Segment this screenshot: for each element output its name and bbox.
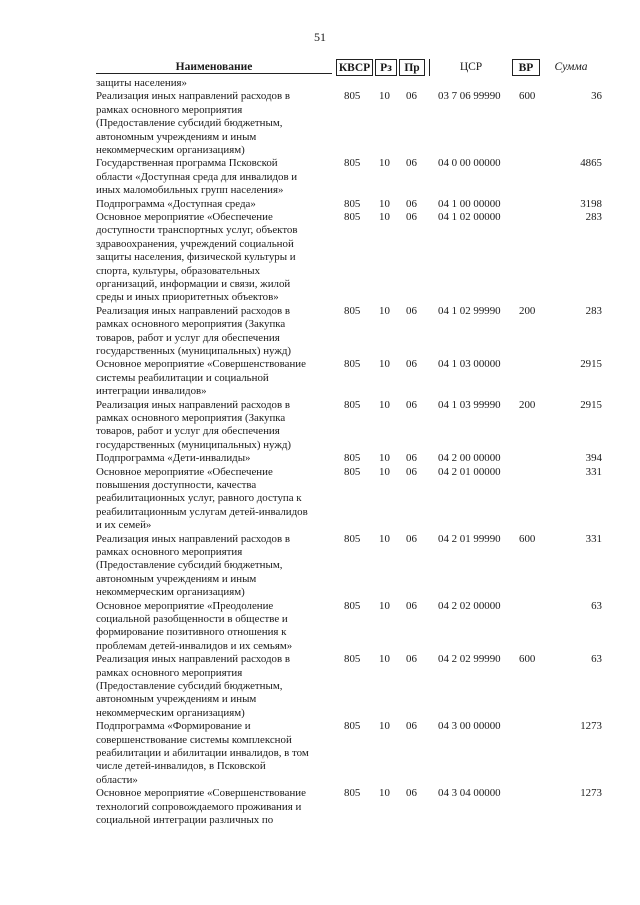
row-pr: 06 [406,398,417,411]
row-rz: 10 [379,532,390,545]
row-kvsr: 805 [344,787,361,800]
row-sum: 4865 [580,157,602,170]
row-rz: 10 [379,304,390,317]
row-sum: 331 [585,465,602,478]
row-name: Реализация иных направлений расходов в рамках основного мероприятия (Закупка товаров, работ и услуг для обеспечения государственных (муниципальных) нужд) [96,398,292,451]
row-name: Государственная программа Псковской области «Доступная среда для инвалидов и иных маломобильных групп населения» [96,157,298,197]
row-csr: 03 7 06 99990 [438,90,501,103]
row-name: Основное мероприятие «Обеспечение повышения доступности, качества реабилитационных услуг, равного доступа к реабилитационным услугам детей-инвалидов и их семей» [96,465,308,532]
row-csr: 04 1 00 00000 [438,197,501,210]
row-kvsr: 805 [344,720,361,733]
row-name: Основное мероприятие «Обеспечение доступности транспортных услуг, объектов здравоохранения, учреждений социальной защиты населения, физической культуры и спорта, культуры, образовательных организаций, информации и связи, жилой среды и иных приоритетных объектов» [96,210,298,304]
header-rz: Рз [375,59,397,76]
row-rz: 10 [379,197,390,210]
row-vr: 600 [519,90,536,103]
row-vr: 200 [519,398,536,411]
row-pr: 06 [406,532,417,545]
row-kvsr: 805 [344,197,361,210]
table-header [92,59,600,76]
row-rz: 10 [379,358,390,371]
row-csr: 04 2 01 99990 [438,532,501,545]
row-pr: 06 [406,653,417,666]
row-csr: 04 1 03 00000 [438,358,501,371]
row-vr: 600 [519,532,536,545]
row-csr: 04 2 00 00000 [438,452,501,465]
row-csr: 04 2 02 99990 [438,653,501,666]
table-row [0,466,640,533]
row-kvsr: 805 [344,465,361,478]
row-sum: 283 [585,304,602,317]
row-csr: 04 3 04 00000 [438,787,501,800]
row-rz: 10 [379,210,390,223]
table-row [0,653,640,720]
table-row [0,90,640,157]
row-kvsr: 805 [344,210,361,223]
row-sum: 1273 [580,787,602,800]
row-rz: 10 [379,787,390,800]
row-name: Реализация иных направлений расходов в рамках основного мероприятия (Предоставление субсидий бюджетным, автономным учреждениям и иным некоммерческим организациям) [96,653,290,719]
row-vr: 200 [519,304,536,317]
row-csr: 04 0 00 00000 [438,157,501,170]
row-sum: 394 [585,452,602,465]
row-rz: 10 [379,720,390,733]
row-csr: 04 2 01 00000 [438,465,501,478]
row-pr: 06 [406,358,417,371]
table-row [0,305,640,359]
table-row [0,720,640,787]
row-sum: 2915 [580,358,602,371]
row-kvsr: 805 [344,452,361,465]
row-name: Основное мероприятие «Совершенствование системы реабилитации и социальной интеграции инвалидов» [96,358,306,398]
row-sum: 331 [585,532,602,545]
row-rz: 10 [379,398,390,411]
row-rz: 10 [379,599,390,612]
page-number: 51 [314,30,326,44]
row-kvsr: 805 [344,398,361,411]
row-name: Реализация иных направлений расходов в рамках основного мероприятия (Предоставление субсидий бюджетным, автономным учреждениям и иным некоммерческим организациям) [96,532,290,599]
table-row [0,533,640,600]
table-row [0,77,640,90]
table-row [0,600,640,654]
row-pr: 06 [406,197,417,210]
row-name: Основное мероприятие «Преодоление социальной разобщенности в обществе и формирование позитивного отношения к проблемам детей-инвалидов и их семьям» [96,599,293,652]
row-sum: 3198 [580,197,602,210]
row-pr: 06 [406,304,417,317]
table-row [0,157,640,197]
row-csr: 04 1 02 00000 [438,210,501,223]
row-kvsr: 805 [344,653,361,666]
header-vr: ВР [512,59,540,76]
row-pr: 06 [406,599,417,612]
row-sum: 36 [591,90,602,103]
header-csr: ЦСР [459,61,483,73]
row-csr: 04 1 03 99990 [438,398,501,411]
row-rz: 10 [379,452,390,465]
row-sum: 63 [591,599,602,612]
row-csr: 04 3 00 00000 [438,720,501,733]
row-sum: 283 [585,210,602,223]
row-rz: 10 [379,157,390,170]
row-kvsr: 805 [344,358,361,371]
header-underline [96,73,332,74]
row-kvsr: 805 [344,90,361,103]
header-pr: Пр [399,59,425,76]
header-sum: Сумма [554,61,588,73]
table-row [0,198,640,211]
row-pr: 06 [406,787,417,800]
table-row [0,399,640,453]
row-sum: 63 [591,653,602,666]
row-kvsr: 805 [344,532,361,545]
row-pr: 06 [406,157,417,170]
budget-table [0,77,640,827]
row-sum: 1273 [580,720,602,733]
row-name: Реализация иных направлений расходов в рамках основного мероприятия (Закупка товаров, работ и услуг для обеспечения государственных (муниципальных) нужд) [96,304,292,357]
row-name: Основное мероприятие «Совершенствование технологий сопровождаемого проживания и социальной интеграции различных по [96,787,306,826]
row-rz: 10 [379,653,390,666]
row-pr: 06 [406,90,417,103]
row-pr: 06 [406,720,417,733]
row-csr: 04 1 02 99990 [438,304,501,317]
row-rz: 10 [379,465,390,478]
row-rz: 10 [379,90,390,103]
row-name: Подпрограмма «Дети-инвалиды» [96,452,251,465]
row-sum: 2915 [580,398,602,411]
header-name: Наименование [175,61,253,73]
header-kvsr: КВСР [336,59,373,76]
table-row [0,358,640,398]
row-kvsr: 805 [344,599,361,612]
table-row [0,211,640,305]
row-pr: 06 [406,452,417,465]
row-vr: 600 [519,653,536,666]
row-csr: 04 2 02 00000 [438,599,501,612]
row-name: защиты населения» [96,77,187,89]
row-name: Реализация иных направлений расходов в рамках основного мероприятия (Предоставление субсидий бюджетным, автономным учреждениям и иным некоммерческим организациям) [96,90,290,157]
table-row [0,787,640,827]
row-name: Подпрограмма «Формирование и совершенствование системы комплексной реабилитации и абилитации инвалидов, в том числе детей-инвалидов, в Псковской области» [96,720,309,786]
row-pr: 06 [406,465,417,478]
row-pr: 06 [406,210,417,223]
row-kvsr: 805 [344,157,361,170]
row-kvsr: 805 [344,304,361,317]
row-name: Подпрограмма «Доступная среда» [96,197,256,210]
table-row [0,452,640,465]
